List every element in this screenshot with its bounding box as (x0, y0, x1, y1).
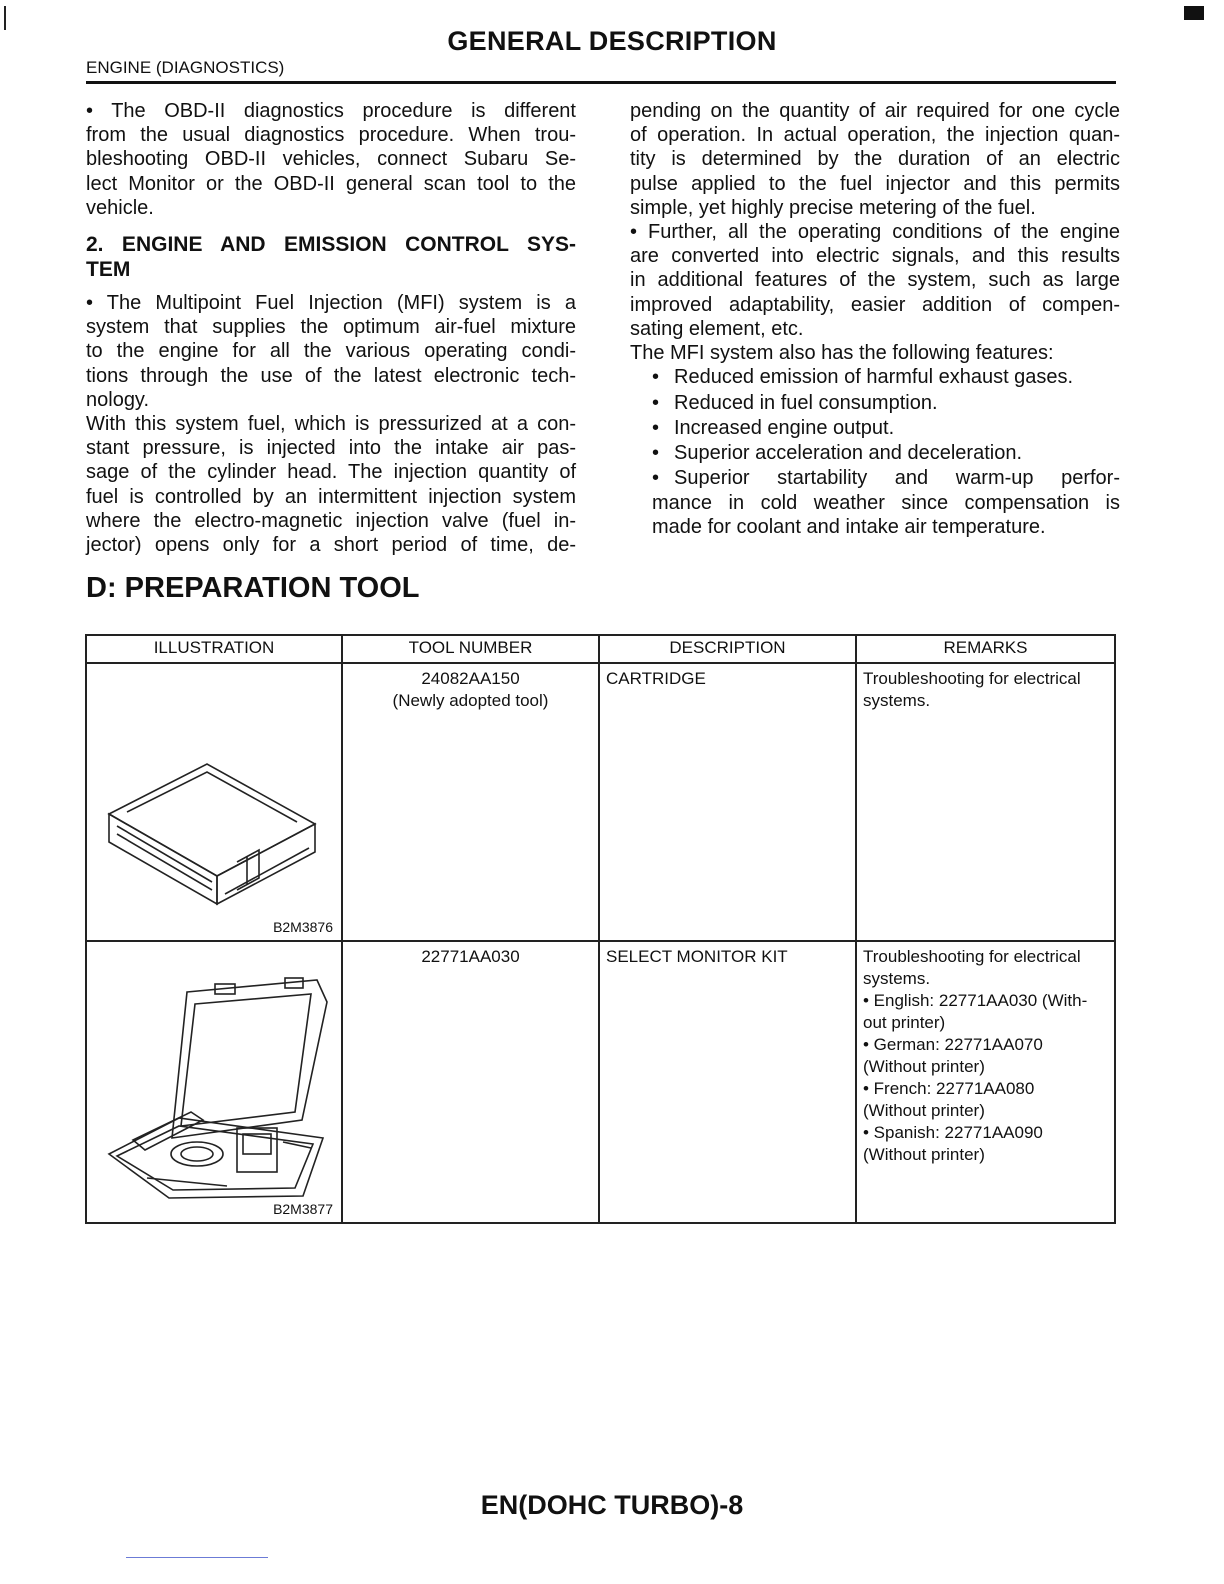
text-line: lect Monitor or the OBD-II general scan tool to the (86, 172, 576, 195)
figure-code: B2M3876 (273, 919, 333, 935)
heading-line: 2. ENGINE AND EMISSION CONTROL SYS- (86, 233, 576, 257)
section-label: ENGINE (DIAGNOSTICS) (86, 58, 285, 77)
text-line: tity is determined by the duration of an electric (630, 148, 1120, 171)
cartridge-illustration (87, 664, 341, 932)
text-line: bleshooting OBD-II vehicles, connect Subaru Se- (86, 148, 576, 171)
section-d-heading: D: PREPARATION TOOL (86, 572, 420, 604)
remark-line: systems. (863, 969, 931, 988)
tool-number: 22771AA030 (421, 947, 520, 966)
text-line: stant pressure, is injected into the intake air pas- (86, 437, 576, 460)
text-line: jector) opens only for a short period of time, de- (86, 534, 576, 557)
features-intro: The MFI system also has the following features: (630, 342, 1054, 365)
text-line: sage of the cylinder head. The injection quantity of (86, 461, 576, 484)
tool-number-cell (342, 941, 599, 1223)
footer-rule (126, 1557, 268, 1558)
text-line: made for coolant and intake air temperature. (652, 515, 1046, 538)
tool-number-cell (342, 663, 599, 941)
tool-note: (Newly adopted tool) (392, 691, 549, 710)
text-line: tions through the use of the latest electronic tech- (86, 364, 576, 387)
remark-line: • German: 22771AA070 (863, 1035, 1043, 1054)
remark-line: systems. (863, 691, 931, 710)
text-line: • Further, all the operating conditions of the engine (630, 221, 1120, 244)
text-line: from the usual diagnostics procedure. When trou- (86, 124, 576, 147)
tool-number: 24082AA150 (421, 669, 520, 688)
text-line: With this system fuel, which is pressurized at a con- (86, 413, 576, 436)
bullet-icon: • (652, 391, 660, 414)
text-line: pulse applied to the fuel injector and this permits (630, 172, 1120, 195)
text-line: to the engine for all the various operating condi- (86, 340, 576, 363)
text-line: pending on the quantity of air required for one cycle (630, 100, 1120, 122)
remark-line: (Without printer) (863, 1101, 985, 1120)
text-line: mance in cold weather since compensation is (652, 491, 1120, 514)
remark-line: Troubleshooting for electrical (863, 947, 1081, 966)
preparation-tool-table (85, 634, 1116, 1224)
remarks-cell (856, 663, 1115, 941)
column-header: ILLUSTRATION (86, 635, 342, 663)
description-cell: CARTRIDGE (599, 663, 856, 941)
description-cell: SELECT MONITOR KIT (599, 941, 856, 1223)
text-line: simple, yet highly precise metering of the fuel. (630, 196, 1036, 219)
section-heading (86, 232, 576, 282)
left-column (86, 99, 576, 557)
page-title: GENERAL DESCRIPTION (447, 26, 777, 56)
page-number: EN(DOHC TURBO)-8 (480, 1490, 744, 1520)
page-corner-mark (1184, 6, 1204, 20)
bullet-icon: • (652, 366, 660, 389)
text-line: nology. (86, 388, 150, 411)
list-item: • Superior acceleration and deceleration. (652, 442, 1022, 465)
text-line: • Superior startability and warm-up perfor- (652, 467, 1120, 490)
list-item: • Reduced in fuel consumption. (652, 391, 938, 414)
remark-line: (Without printer) (863, 1145, 985, 1164)
figure-code: B2M3877 (273, 1201, 333, 1217)
remark-line: Troubleshooting for electrical (863, 669, 1081, 688)
table-row (86, 663, 1115, 941)
remark-line: • English: 22771AA030 (With- (863, 991, 1088, 1010)
text-line: vehicle. (86, 196, 154, 219)
text-line: improved adaptability, easier addition of compen- (630, 293, 1120, 316)
text-line: system that supplies the optimum air-fuel mixture (86, 316, 576, 339)
column-header: REMARKS (856, 635, 1115, 663)
list-item: • Reduced emission of harmful exhaust gases. (652, 366, 1074, 389)
text-line: of operation. In actual operation, the injection quan- (630, 124, 1120, 147)
list-item (652, 466, 1120, 539)
illustration-cell (86, 663, 342, 941)
text-line: where the electro-magnetic injection valve (fuel in- (86, 509, 576, 532)
text-line: sating element, etc. (630, 317, 804, 340)
remark-line: • Spanish: 22771AA090 (863, 1123, 1043, 1142)
bullet-icon: • (652, 442, 660, 465)
select-monitor-kit-illustration (87, 942, 341, 1214)
text-line: are converted into electric signals, and this results (630, 245, 1120, 268)
table-header-row (86, 635, 1115, 663)
remarks-cell (856, 941, 1115, 1223)
list-item: • Increased engine output. (652, 416, 895, 439)
text-line: in additional features of the system, such as large (630, 269, 1120, 292)
column-header: DESCRIPTION (599, 635, 856, 663)
column-header: TOOL NUMBER (342, 635, 599, 663)
bullet-icon: • (652, 416, 660, 439)
text-line: • The Multipoint Fuel Injection (MFI) system is a (86, 292, 576, 315)
remark-line: • French: 22771AA080 (863, 1079, 1035, 1098)
heading-line: TEM (86, 258, 131, 282)
right-column (630, 99, 1120, 540)
remark-line: out printer) (863, 1013, 946, 1032)
bullet-icon: • (652, 467, 660, 490)
text-line: fuel is controlled by an intermittent injection system (86, 485, 576, 508)
remark-line: (Without printer) (863, 1057, 985, 1076)
text-line: • The OBD-II diagnostics procedure is different (86, 100, 576, 122)
feature-list (630, 365, 1120, 539)
table-row (86, 941, 1115, 1223)
header-rule (86, 81, 1116, 84)
illustration-cell (86, 941, 342, 1223)
